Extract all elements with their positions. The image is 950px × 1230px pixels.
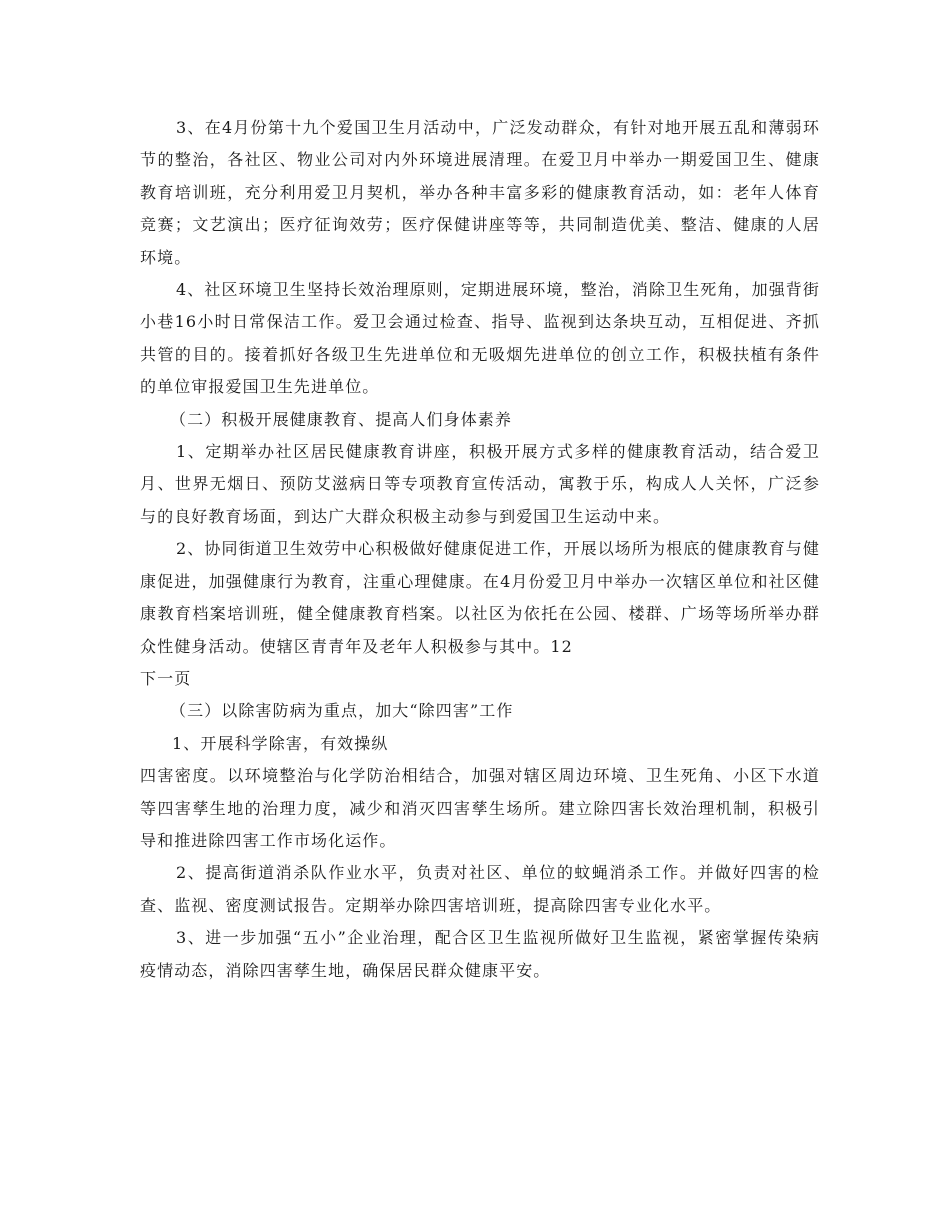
section-heading-health-education: （二）积极开展健康教育、提高人们身体素养 <box>170 409 513 429</box>
paragraph-item-3-small-enterprises: 3、进一步加强“五小”企业治理，配合区卫生监视所做好卫生监视，紧密掌握传染病疫情动态，消除四害孳生地，确保居民群众健康平安。 <box>140 928 820 980</box>
next-page-text: 下一页 <box>140 668 192 688</box>
document-page <box>140 112 820 987</box>
paragraph-item-4-environment-sanitation: 4、社区环境卫生坚持长效治理原则，定期进展环境，整治，消除卫生死角，加强背街小巷16小时日常保洁工作。爱卫会通过检查、指导、监视到达条块互动，互相促进、齐抓共管的目的。接着抓好各级卫生先进单位和无吸烟先进单位的创立工作，积极扶植有条件的单位审报爱国卫生先进单位。 <box>140 280 820 397</box>
paragraph-item-1-health-lectures: 1、定期举办社区居民健康教育讲座，积极开展方式多样的健康教育活动，结合爱卫月、世界无烟日、预防艾滋病日等专项教育宣传活动，寓教于乐，构成人人关怀，广泛参与的良好教育场面，到达广大群众积极主动参与到爱国卫生运动中来。 <box>140 442 820 526</box>
section-heading-four-pests: （三）以除害防病为重点，加大“除四害”工作 <box>170 701 514 721</box>
paragraph-item-2-health-promotion: 2、协同街道卫生效劳中心积极做好健康促进工作，开展以场所为根底的健康教育与健康促进，加强健康行为教育，注重心理健康。在4月份爱卫月中举办一次辖区单位和社区健康教育档案培训班，健全健康教育档案。以社区为依托在公园、楼群、广场等场所举办群众性健身活动。使辖区青青年及老年人积极参与其中。12 <box>140 539 820 656</box>
paragraph-item-1-scientific-pest-control: 1、开展科学除害，有效操纵 <box>172 733 389 753</box>
paragraph-item-3-patriotic-health-month: 3、在4月份第十九个爱国卫生月活动中，广泛发动群众，有针对地开展五乱和薄弱环节的整治，各社区、物业公司对内外环境进展清理。在爱卫月中举办一期爱国卫生、健康教育培训班，充分利用爱卫月契机，举办各种丰富多彩的健康教育活动，如：老年人体育竞赛；文艺演出；医疗征询效劳；医疗保健讲座等等，共同制造优美、整洁、健康的人居环境。 <box>140 118 820 267</box>
paragraph-item-2-disinfection-team: 2、提高街道消杀队作业水平，负责对社区、单位的蚊蝇消杀工作。并做好四害的检查、监视、密度测试报告。定期举办除四害培训班，提高除四害专业化水平。 <box>140 863 820 915</box>
paragraph-pest-density: 四害密度。以环境整治与化学防治相结合，加强对辖区周边环境、卫生死角、小区下水道等四害孳生地的治理力度，减少和消灭四害孳生场所。建立除四害长效治理机制，积极引导和推进除四害工作市场化运作。 <box>140 766 820 850</box>
